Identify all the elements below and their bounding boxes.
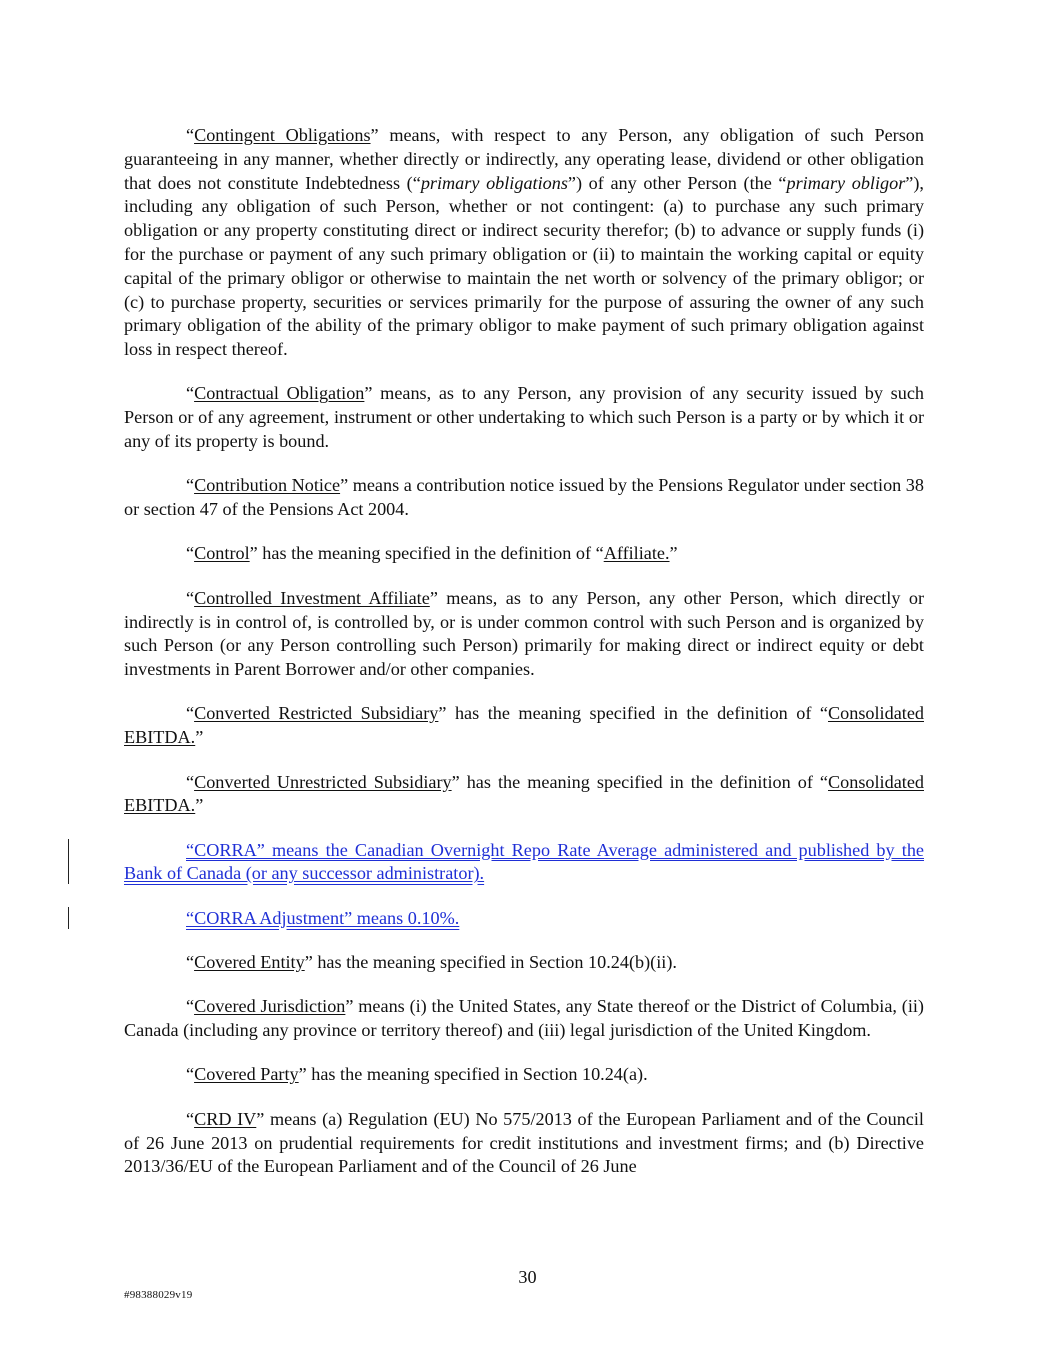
definition-text: ”), including any obligation of such Person, whether or not contingent: (a) to purchase any such primary obligation or any property constituting direct or indirect security therefor; (b) to advance or supply funds (i) for the purchase or payment of any such primary obligation or (ii) to maintain the working capital or equity capital of the primary obligor or otherwise to maintain the net worth or solvency of the primary obligor; or (c) to purchase property, securities or services primarily for the purpose of assuring the owner of any such primary obligation of the ability of the primary obligor to make payment of such primary obligation against loss in respect thereof. [124, 172, 924, 360]
definition-text: “ [186, 952, 195, 973]
definition-text: ” has the meaning specified in the definition of “ [438, 703, 829, 724]
italic-text: primary obligations [420, 172, 568, 193]
definition-text: ” has the meaning specified in the definition of “ [451, 771, 829, 792]
definition-paragraph [124, 995, 924, 1043]
definition-text: “CORRA Adjustment” means 0.10%. [186, 907, 460, 928]
definition-paragraph [124, 1063, 924, 1087]
revision-change-bar [68, 839, 69, 885]
definition-paragraph [124, 771, 924, 819]
definition-text: “ [186, 996, 195, 1017]
defined-term: Converted Unrestricted Subsidiary [194, 771, 452, 792]
definition-paragraph [124, 124, 924, 362]
definition-text: “ [186, 383, 195, 404]
definition-text: ” [669, 543, 678, 564]
defined-term: Covered Jurisdiction [194, 996, 346, 1017]
definition-text: ” [195, 727, 204, 748]
defined-term: Converted Restricted Subsidiary [194, 703, 439, 724]
definition-text: ” [195, 795, 204, 816]
definition-text: “ [186, 125, 195, 145]
page-number: 30 [518, 1267, 537, 1287]
definition-text: “ [186, 543, 195, 564]
definition-text: ” means (i) the United States, any State thereof or the District of Columbia, (ii) Canada (including any province or territory thereof) and (iii) legal jurisdiction of the United Kingdom. [124, 996, 924, 1041]
definition-paragraph [124, 474, 924, 522]
italic-text: primary obligor [786, 172, 906, 193]
definition-text: “ [186, 1064, 195, 1085]
defined-term: Control [194, 543, 250, 564]
definition-text: “ [186, 475, 195, 496]
definition-text: ” means a contribution notice issued by the Pensions Regulator under section 38 or section 47 of the Pensions Act 2004. [124, 475, 924, 520]
definition-paragraph [124, 587, 924, 682]
definitions-list [124, 124, 924, 1200]
definition-paragraph [124, 907, 924, 931]
definition-text: ” means, as to any Person, any other Person, which directly or indirectly is in control of, is controlled by, or is under common control with such Person and is organized by such Person (or any Person controlling such Person) primarily for making direct or indirect equity or debt investments in Parent Borrower and/or other companies. [124, 587, 924, 680]
definition-paragraph [124, 951, 924, 975]
definition-text: “CORRA” means the Canadian Overnight Repo Rate Average administered and published by the Bank of Canada (or any successor administrator). [124, 839, 924, 884]
definition-text: ” has the meaning specified in the definition of “ [249, 543, 604, 564]
defined-term: Covered Entity [194, 952, 305, 973]
document-id: #98388029v19 [124, 1289, 193, 1301]
defined-term: Contribution Notice [194, 475, 341, 496]
definition-text: ” means, with respect to any Person, any obligation of such Person guaranteeing in any manner, whether directly or indirectly, any operating lease, dividend or other obligation that does not constitute Indebtedness (“ [124, 125, 924, 193]
defined-term: Consolidated EBITDA. [124, 771, 924, 816]
defined-term: Covered Party [194, 1064, 299, 1085]
definition-paragraph [124, 839, 924, 887]
revision-change-bar [68, 907, 69, 929]
definition-text: ”) of any other Person (the “ [567, 172, 787, 193]
definition-text: ” has the meaning specified in Section 10.24(a). [298, 1064, 648, 1085]
definition-text: “ [186, 1108, 195, 1129]
defined-term: Consolidated EBITDA. [124, 703, 924, 748]
definition-text: ” means, as to any Person, any provision of any security issued by such Person or of any agreement, instrument or other undertaking to which such Person is a party or by which it or any of its property is bound. [124, 383, 924, 452]
definition-text: ” has the meaning specified in Section 10.24(b)(ii). [304, 952, 677, 973]
definition-text: “ [186, 703, 195, 724]
definition-paragraph [124, 382, 924, 453]
definition-text: “ [186, 771, 195, 792]
definition-paragraph [124, 1108, 924, 1179]
defined-term: Contractual Obligation [194, 383, 365, 404]
definition-paragraph [124, 702, 924, 750]
defined-term: Affiliate. [603, 543, 670, 564]
defined-term: CRD IV [194, 1108, 257, 1129]
defined-term: Controlled Investment Affiliate [194, 587, 430, 608]
definition-text: “ [186, 587, 195, 608]
defined-term: Contingent Obligations [194, 125, 371, 145]
definition-paragraph [124, 542, 924, 566]
definition-text: ” means (a) Regulation (EU) No 575/2013 of the European Parliament and of the Council of 26 June 2013 on prudential requirements for credit institutions and investment firms; and (b) Directive 2013/36/EU of the European Parliament and of the Council of 26 June [124, 1108, 924, 1177]
